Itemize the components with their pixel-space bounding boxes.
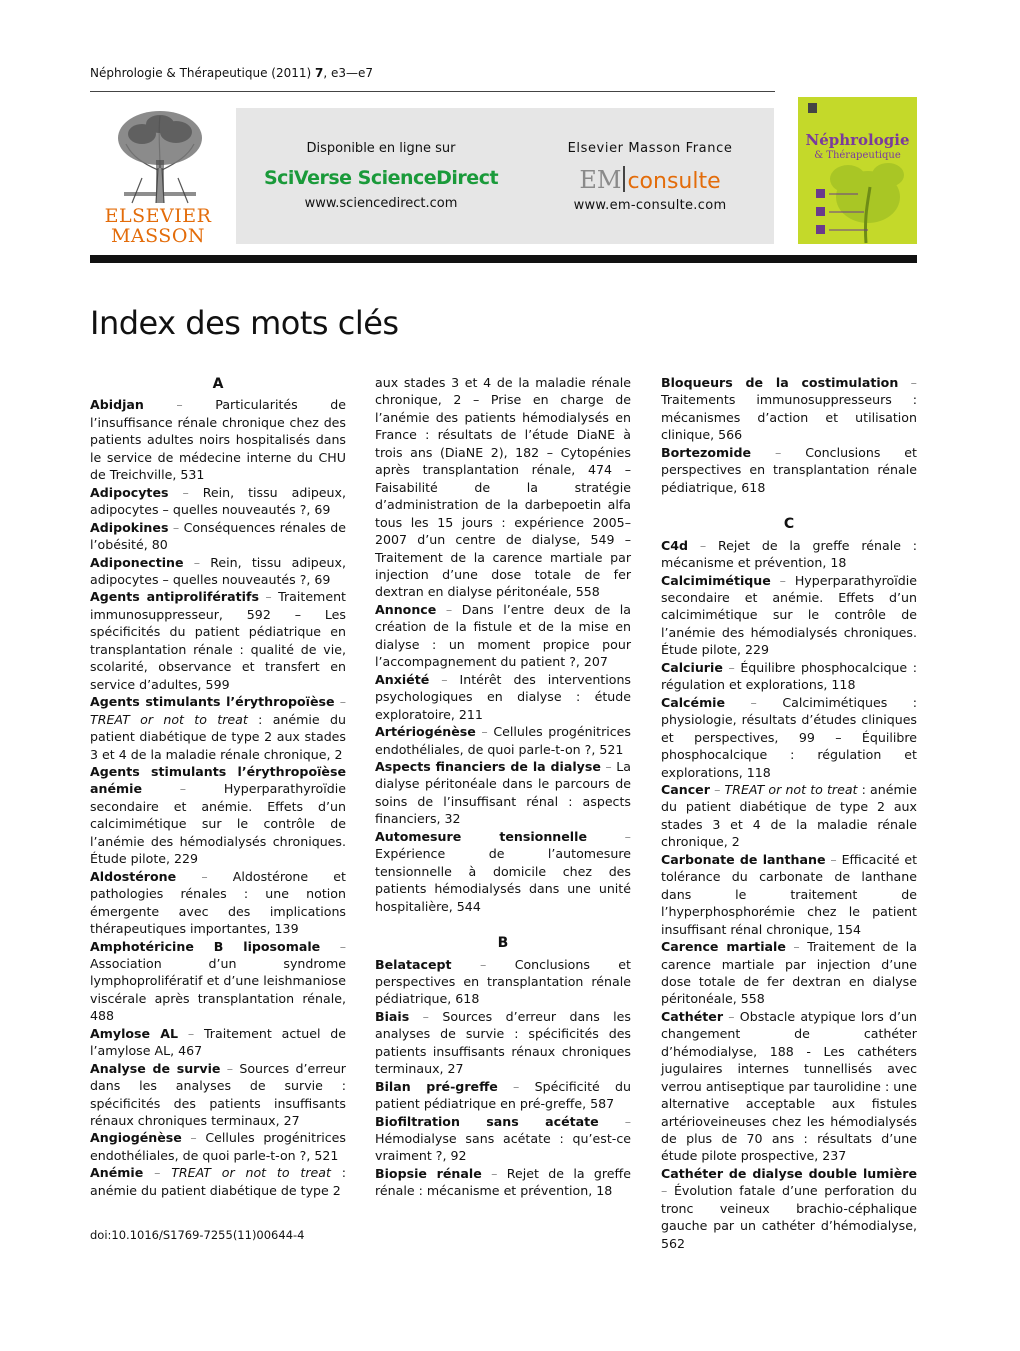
index-entry	[375, 1165, 631, 1200]
entry-text: Traitements immunosuppresseurs : mécanismes d’action et utilisation clinique, 566	[661, 392, 917, 443]
entry-text: Hémodialyse sans acétate : qu’est-ce vraiment ?, 92	[375, 1131, 631, 1164]
journal-name: Néphrologie & Thérapeutique (2011)	[90, 66, 312, 80]
keyword: Adiponectine	[90, 554, 184, 570]
entry-text: Spécificité du patient pédiatrique en pré-greffe, 587	[375, 1078, 631, 1112]
keyword: Analyse de survie	[90, 1060, 221, 1076]
keyword: Belatacept	[375, 956, 452, 972]
entry-text: Hyperparathyroïdie secondaire et anémie. Effets d’un calcimimétique sur le contrôle de l’anémie des hémodialysés chroniques. Étude pilote, 229	[661, 572, 917, 658]
cover-title: Néphrologie	[805, 131, 910, 149]
cover-subtitle: & Thérapeutique	[814, 150, 901, 161]
index-entry	[661, 537, 917, 572]
index-entry	[90, 1129, 346, 1164]
index-entry	[661, 572, 917, 659]
keyword: Anémie	[90, 1165, 144, 1181]
index-column-3	[661, 374, 917, 1252]
separator: –	[451, 956, 515, 972]
entry-text: : anémie du patient diabétique de type 2 aux stades 3 et 4 de la maladie rénale chronique, 2	[661, 781, 917, 850]
keyword: Annonce	[375, 601, 437, 617]
index-entry	[661, 1165, 917, 1252]
logo-text-elsevier: ELSEVIER	[104, 205, 212, 227]
keyword: C4d	[661, 537, 689, 553]
index-entry	[375, 601, 631, 671]
entry-text: : anémie du patient diabétique de type 2 aux stades 3 et 4 de la maladie rénale chronique, 2	[90, 711, 346, 762]
index-entry	[375, 1008, 631, 1078]
journal-pages: , e3—e7	[323, 66, 374, 80]
index-entry	[90, 554, 346, 589]
keyword: Abidjan	[90, 397, 144, 413]
index-entry-continued	[375, 374, 631, 601]
section-letter: B	[497, 935, 509, 952]
index-entry	[90, 519, 346, 554]
separator: –	[825, 851, 842, 867]
keyword: Calcimimétique	[661, 572, 771, 588]
separator: –	[178, 1025, 204, 1041]
index-entry	[90, 693, 346, 763]
separator: –	[785, 939, 808, 955]
separator: –	[709, 781, 725, 797]
emconsulte-logo	[526, 166, 774, 194]
cover-artwork	[798, 97, 917, 244]
index-entry	[90, 588, 346, 693]
index-entry	[90, 396, 346, 483]
keyword: Aldostérone	[90, 868, 177, 884]
index-entry	[375, 828, 631, 915]
separator: –	[429, 671, 460, 687]
doi-footer: doi:10.1016/S1769-7255(11)00644-4	[90, 1228, 305, 1242]
tree-icon	[112, 108, 208, 204]
publisher-name: Elsevier Masson France	[567, 141, 733, 156]
keyword: Amylose AL	[90, 1025, 179, 1041]
index-entry	[661, 374, 917, 444]
index-entry	[90, 1164, 346, 1199]
index-entry	[661, 781, 917, 851]
separator: –	[258, 589, 279, 605]
entry-text: Efficacité et tolérance du carbonate de lanthane dans le traitement de l’hyperphosphorémie chez le patient insuffisant rénal chronique, 154	[661, 851, 918, 937]
separator: –	[725, 694, 783, 710]
separator: –	[751, 444, 806, 460]
logo-bar	[623, 166, 625, 192]
italic-title: TREAT or not to treat	[90, 711, 248, 727]
entry-text: Hyperparathyroïdie secondaire et anémie. Effets d’un calcimimétique sur le contrôle de l’anémie des hémodialysés chroniques. Étude pilote, 229	[90, 781, 346, 867]
separator: –	[168, 484, 203, 500]
entry-text: Sources d’erreur dans les analyses de survie : spécificités des patients insuffisants rénaux chroniques terminaux, 27	[90, 1060, 346, 1129]
header-divider	[90, 255, 917, 263]
keyword: Adipokines	[90, 519, 169, 535]
keyword: Agents antiprolifératifs	[90, 589, 259, 605]
separator: –	[497, 1078, 535, 1094]
index-entry	[375, 1113, 631, 1165]
entry-text: Rein, tissu adipeux, adipocytes – quelles nouveautés ?, 69	[90, 554, 346, 587]
index-entry	[90, 763, 346, 868]
separator: –	[436, 601, 462, 617]
entry-text: Rein, tissu adipeux, adipocytes – quelles nouveautés ?, 69	[90, 484, 346, 518]
index-entry	[661, 659, 917, 694]
separator: –	[320, 938, 346, 954]
separator: –	[600, 758, 617, 774]
index-column-1	[90, 374, 346, 1199]
keyword: Calciurie	[661, 659, 723, 675]
entry-text: Cellules progénitrices endothéliales, de quoi parle-t-on ?, 521	[90, 1130, 346, 1163]
keyword: Bortezomide	[661, 444, 752, 460]
keyword: Angiogénèse	[90, 1130, 182, 1146]
sciencedirect-url[interactable]: www.sciencedirect.com	[304, 196, 458, 211]
keyword: Aspects financiers de la dialyse	[375, 758, 601, 774]
entry-text: Expérience de l’automesure tensionnelle à domicile chez des patients hémodialysés dans une unité hospitalière, 544	[375, 846, 631, 914]
keyword: Artériogénèse	[375, 724, 476, 740]
index-entry	[661, 1008, 917, 1165]
separator: –	[481, 1165, 507, 1181]
index-entry	[90, 938, 346, 1025]
entry-text: Cellules progénitrices endothéliales, de quoi parle-t-on ?, 521	[375, 724, 631, 757]
entry-text: Équilibre phosphocalcique : régulation et explorations, 118	[661, 659, 917, 693]
entry-text: Dans l’entre deux de la création de la fistule et de la mise en dialyse : un moment propice pour l’accompagnement du patient ?, 207	[375, 601, 631, 670]
index-entry	[90, 1025, 346, 1060]
index-entry	[375, 956, 631, 1008]
keyword: Bloqueurs de la costimulation	[661, 375, 899, 390]
keyword: Automesure tensionnelle	[375, 828, 587, 844]
entry-text: Rejet de la greffe rénale : mécanisme et prévention, 18	[661, 537, 917, 571]
keyword: Carence martiale	[661, 939, 786, 955]
entry-text: Sources d’erreur dans les analyses de survie : spécificités des patients insuffisants rénaux chroniques terminaux, 27	[375, 1008, 631, 1077]
index-entry	[375, 1078, 631, 1113]
top-divider	[90, 91, 775, 92]
keyword: Cancer	[661, 781, 710, 797]
separator: –	[143, 397, 216, 413]
entry-text: aux stades 3 et 4 de la maladie rénale chronique, 2 – Prise en charge de l’anémie des patients hémodialysés en France : résultats de l’étude DiaNE à trois ans (DiaNE 2), 182 – Cytopénies après transplantation rénale, 474 – Faisabilité de la stratégie d’administration de la darbepoetin alfa tous les 15 jours : expérience 2005–2007 d’un centre de dialyse, 549 – Traitement de la carence martiale par injection d’une dose totale de fer dextran en dialyse péritonéale, 558	[375, 375, 631, 600]
index-entry	[375, 723, 631, 758]
keyword: Bilan pré-greffe	[375, 1078, 498, 1094]
entry-text: Traitement actuel de l’amylose AL, 467	[90, 1025, 346, 1059]
entry-text: Particularités de l’insuffisance rénale chronique chez des patients adultes noirs hospitalisés dans le service de médecine interne du CHU de Treichville, 531	[90, 397, 347, 483]
emconsulte-url[interactable]: www.em-consulte.com	[573, 198, 727, 213]
entry-text: Conclusions et perspectives en transplantation rénale pédiatrique, 618	[375, 956, 631, 1007]
keyword: Agents stimulants l’érythropoïèse	[90, 694, 335, 710]
index-entry	[661, 444, 917, 496]
index-entry	[661, 938, 917, 1008]
entry-text: La dialyse péritonéale dans le parcours de soins de l’insuffisant rénal : aspects financiers, 32	[375, 758, 631, 827]
separator: –	[142, 781, 224, 797]
italic-title: TREAT or not to treat	[724, 781, 858, 797]
entry-text: Intérêt des interventions psychologiques en dialyse : étude exploratoire, 211	[375, 671, 631, 722]
section-letter: C	[783, 516, 795, 533]
elsevier-masson-logo	[94, 108, 222, 247]
entry-text: : anémie du patient diabétique de type 2	[90, 1165, 346, 1198]
keyword: Cathéter de dialyse double lumière	[661, 1165, 917, 1181]
keyword: Agents stimulants l’érythropoïèse anémie	[90, 763, 346, 797]
em-logo-right: consulte	[627, 169, 721, 194]
separator: –	[409, 1008, 443, 1024]
entry-text: Traitement immunosuppresseur, 592 – Les spécificités du patient pédiatrique en transplantation rénale : qualité de vie, scolarité, observance et transfert en service d’adultes, 599	[90, 589, 346, 692]
separator: –	[770, 572, 795, 588]
index-entry	[375, 758, 631, 828]
entry-text: Obstacle atypique lors d’un changement de cathéter d’hémodialyse, 188 - Les cathéters jugulaires internes tunnellisés avec verrou antiseptique par taurolidine : une alternative acceptable aux fistules artérioveineuses chez les hémodialysés de plus de 70 ans : résultats d’une étude pilote prospective, 237	[661, 1008, 917, 1164]
index-entry	[90, 484, 346, 519]
entry-text: Évolution fatale d’une perforation du tronc veineux brachio-céphalique gauche par un cathéter d’hémodialyse, 562	[661, 1183, 917, 1251]
journal-cover	[798, 97, 917, 244]
separator: –	[183, 554, 211, 570]
entry-text: Aldostérone et pathologies rénales : une notion émergente avec des implications thérapeutiques importantes, 139	[90, 868, 346, 937]
journal-reference	[90, 66, 373, 80]
separator: –	[723, 1008, 740, 1024]
keyword: Calcémie	[661, 694, 726, 710]
separator: –	[168, 519, 184, 535]
separator: –	[334, 694, 346, 710]
separator: –	[220, 1060, 240, 1076]
section-letter: A	[212, 376, 224, 392]
keyword: Cathéter	[661, 1008, 724, 1024]
separator: –	[143, 1165, 172, 1181]
separator: –	[586, 828, 631, 844]
entry-text: Traitement de la carence martiale par injection d’une dose totale de fer dextran en dialyse péritonéale, 558	[661, 939, 918, 1007]
index-column-2	[375, 374, 631, 1200]
entry-text: Conclusions et perspectives en transplantation rénale pédiatrique, 618	[661, 444, 917, 495]
entry-text: Rejet de la greffe rénale : mécanisme et prévention, 18	[375, 1165, 631, 1199]
keyword: Biofiltration sans acétate	[375, 1113, 599, 1129]
keyword: Carbonate de lanthane	[661, 851, 826, 867]
keyword: Amphotéricine B liposomale	[90, 938, 321, 954]
keyword: Adipocytes	[90, 484, 169, 500]
index-entry	[661, 694, 917, 781]
separator: –	[598, 1113, 631, 1129]
separator: –	[181, 1130, 206, 1146]
entry-text: Conséquences rénales de l’obésité, 80	[90, 519, 346, 553]
index-entry	[90, 1060, 346, 1130]
separator: –	[176, 868, 233, 884]
entry-text: Calcimimétiques : physiologie, résultats d’études cliniques et perspectives, 99 – Équilibre phosphocalcique : régulation et explorations, 118	[661, 694, 917, 780]
index-entry	[375, 671, 631, 723]
separator: –	[688, 537, 718, 553]
keyword: Biopsie rénale	[375, 1165, 482, 1181]
sciverse-logo: SciVerse ScienceDirect	[263, 167, 499, 189]
index-entry	[90, 868, 346, 938]
available-online-text: Disponible en ligne sur	[306, 141, 456, 156]
online-availability-banner	[236, 108, 774, 244]
index-entry	[661, 851, 917, 938]
keyword: Anxiété	[375, 671, 430, 687]
separator: –	[722, 659, 741, 675]
logo-text-masson: MASSON	[110, 225, 206, 247]
separator: –	[475, 724, 494, 740]
separator: –	[898, 375, 917, 390]
italic-title: TREAT or not to treat	[171, 1165, 331, 1181]
keyword: Biais	[375, 1008, 410, 1024]
separator: –	[661, 1183, 674, 1199]
journal-volume: 7	[315, 66, 324, 80]
page-title: Index des mots clés	[90, 304, 399, 342]
em-logo-left: EM	[579, 166, 622, 194]
entry-text: Association d’un syndrome lymphoprolifératif et d’une leishmaniose viscérale après transplantation rénale, 488	[90, 955, 346, 1024]
